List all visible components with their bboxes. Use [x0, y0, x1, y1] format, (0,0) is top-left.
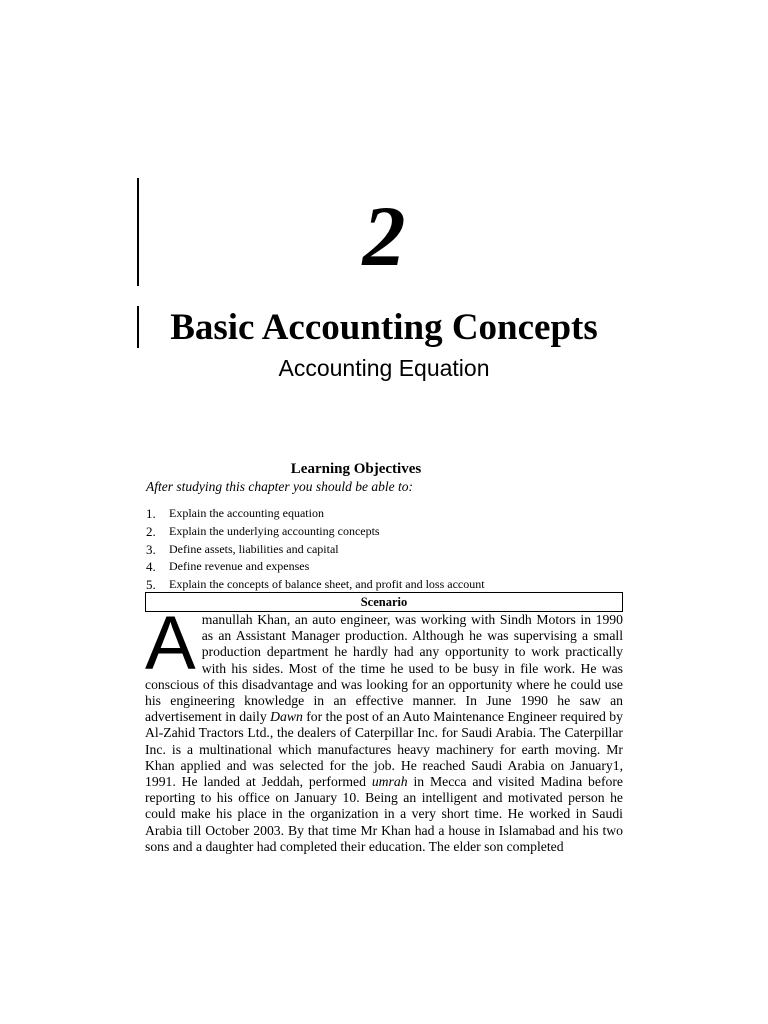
objective-number: 1. [146, 506, 156, 521]
objective-text: Define revenue and expenses [169, 559, 310, 574]
objective-item [146, 505, 626, 523]
objective-number: 2. [146, 523, 156, 539]
objective-number: 5. [146, 577, 156, 593]
learning-objectives-heading: Learning Objectives [290, 461, 422, 477]
drop-cap: A [145, 601, 196, 686]
objective-item [146, 558, 626, 576]
objective-text: Explain the underlying accounting concepts [169, 523, 380, 538]
learning-objectives-list [146, 505, 626, 594]
scenario-text-part: in Mecca and visited Madina before reporting to his office on January 10. Being an intelligent and motivated person he could make his place in the organization in a very short time. He worked in Saudi Arabia till October 2003. By that time Mr Khan had a house in Islamabad and his two sons and a daughter had completed their education. The elder son completed [145, 774, 623, 854]
chapter-number: 2 [362, 188, 406, 284]
newspaper-name: Dawn [270, 709, 303, 725]
objective-text: Explain the accounting equation [169, 506, 324, 520]
objective-item [146, 523, 626, 541]
scenario-text-part: manullah Khan, an auto engineer, was working with Sindh Motors in 1990 as an Assistant Manager production. Although he was supervising a small production department he hardly had any opportunity to work practically with his sides. Most of the time he used to be busy in file work. He was conscious of this disadvantage and was looking for an opportunity where he could use his engineering knowledge in an effective manner. In June 1990 he saw an advertisement in daily [145, 612, 623, 725]
umrah-term: umrah [371, 774, 408, 790]
objective-text: Define assets, liabilities and capital [169, 541, 339, 556]
chapter-title: Basic Accounting Concepts [170, 307, 598, 348]
scenario-text-part: for the post of an Auto Maintenance Engineer required by Al-Zahid Tractors Ltd., the dealers of Caterpillar Inc. for Saudi Arabia. The Caterpillar Inc. is a multinational which manufactures heavy machinery for earth moving. Mr Khan applied and was selected for the job. He reached Saudi Arabia on January1, 1991. He landed at Jeddah, performed [145, 709, 623, 790]
chapter-subtitle: Accounting Equation [278, 355, 490, 381]
scenario-heading: Scenario [145, 592, 623, 612]
objective-number: 3. [146, 541, 156, 557]
learning-objectives-intro: After studying this chapter you should be able to: [146, 479, 413, 494]
objective-item [146, 541, 626, 559]
objective-text: Explain the concepts of balance sheet, and profit and loss account [169, 577, 485, 592]
objective-number: 4. [146, 559, 156, 575]
